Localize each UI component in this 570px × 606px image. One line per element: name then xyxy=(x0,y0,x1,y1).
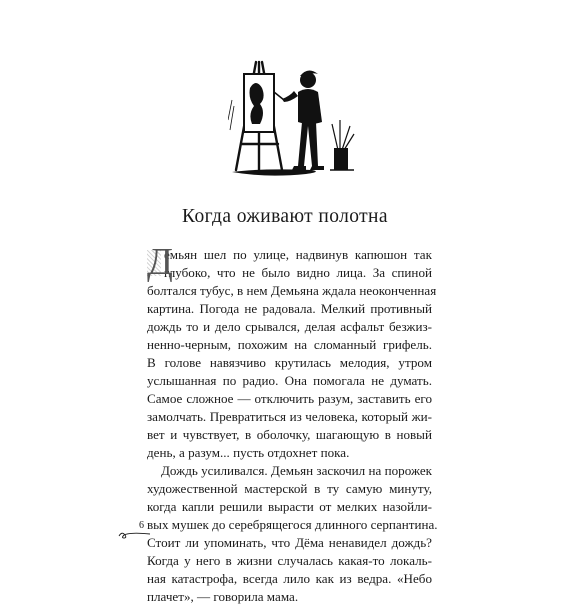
text-line: Дождь усиливался. Демьян заскочил на порожек xyxy=(161,463,432,478)
paragraph-2 xyxy=(147,462,438,606)
page-footer xyxy=(118,520,158,544)
text-line: емьян шел по улице, надвинув капюшон так xyxy=(164,247,432,262)
text-line: дождь то и дело срывался, делая асфальт безжиз- xyxy=(147,319,432,334)
text-line: плачет», — говорила мама. xyxy=(147,589,299,604)
text-line: болтался тубус, в нем Демьяна ждала неоконченная xyxy=(147,283,437,298)
text-line: ненно-черным, похожим на сломанный грифель. xyxy=(147,337,432,352)
text-line: ная катастрофа, всегда лило как из ведра. «Небо xyxy=(147,571,432,586)
swash-ornament-icon xyxy=(118,530,152,540)
text-line: Стоит ли упоминать, что Дёма ненавидел дождь? xyxy=(147,535,432,550)
chapter-title: Когда оживают полотна xyxy=(182,206,388,227)
text-line: вых мушек до серебрящегося длинного серпантина. xyxy=(147,517,438,532)
text-line: Когда у него в жизни случалась какая-то локаль- xyxy=(147,553,432,568)
painter-at-easel-illustration xyxy=(228,60,360,190)
text-line: Самое сложное — отключить разум, заставить его xyxy=(147,391,432,406)
dropcap-letter: Д xyxy=(147,241,173,283)
page-number: 6 xyxy=(139,520,144,531)
text-line: художественной мастерской в ту самую минуту, xyxy=(147,481,432,496)
paragraph-1 xyxy=(147,241,437,462)
text-line: глубоко, что не было видно лица. За спиной xyxy=(164,265,432,280)
text-line: картина. Погода не радовала. Мелкий противный xyxy=(147,301,432,316)
body-text xyxy=(147,241,438,606)
text-line: вет и чувствует, в оболочку, шагающую в новый xyxy=(147,427,432,442)
text-line: услышанная по радио. Она помогала не думать. xyxy=(147,373,432,388)
text-line: замолчать. Превратиться из человека, который жи- xyxy=(147,409,432,424)
text-line: В голове навязчиво крутилась мелодия, утром xyxy=(147,355,432,370)
text-line: день, а разум... пусть отдохнет пока. xyxy=(147,445,350,460)
text-line: когда капли решили вырасти от мелких назойли- xyxy=(147,499,432,514)
